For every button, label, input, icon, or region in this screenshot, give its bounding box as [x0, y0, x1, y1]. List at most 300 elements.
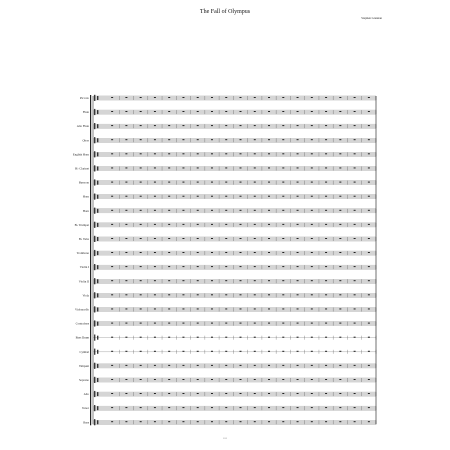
whole-rest: [140, 97, 142, 98]
whole-rest: [154, 97, 156, 98]
whole-rest: [125, 182, 127, 183]
whole-rest: [182, 407, 184, 408]
whole-rest: [354, 294, 356, 295]
whole-rest: [282, 196, 284, 197]
clef-mark: [94, 194, 95, 200]
whole-rest: [325, 210, 327, 211]
time-signature: [97, 195, 98, 199]
clef-mark: [94, 236, 95, 242]
whole-rest: [125, 421, 127, 422]
whole-rest: [311, 153, 313, 154]
whole-rest: [354, 97, 356, 98]
whole-rest: [282, 238, 284, 239]
whole-rest: [325, 323, 327, 324]
whole-rest: [211, 337, 213, 338]
whole-rest: [211, 323, 213, 324]
whole-rest: [225, 393, 227, 394]
whole-rest: [254, 280, 256, 281]
whole-rest: [197, 153, 199, 154]
whole-rest: [125, 393, 127, 394]
whole-rest: [125, 153, 127, 154]
whole-rest: [182, 111, 184, 112]
whole-rest: [254, 323, 256, 324]
whole-rest: [268, 407, 270, 408]
whole-rest: [197, 210, 199, 211]
whole-rest: [111, 337, 113, 338]
time-signature: [97, 96, 98, 100]
whole-rest: [154, 323, 156, 324]
whole-rest: [168, 97, 170, 98]
whole-rest: [168, 323, 170, 324]
whole-rest: [354, 238, 356, 239]
whole-rest: [282, 153, 284, 154]
whole-rest: [225, 111, 227, 112]
whole-rest: [111, 111, 113, 112]
whole-rest: [339, 224, 341, 225]
whole-rest: [140, 351, 142, 352]
whole-rest: [268, 393, 270, 394]
whole-rest: [211, 266, 213, 267]
whole-rest: [154, 210, 156, 211]
clef-mark: [94, 222, 95, 228]
time-signature: [97, 265, 98, 269]
whole-rest: [225, 351, 227, 352]
instrument-label: Trombone: [76, 251, 89, 256]
whole-rest: [339, 309, 341, 310]
whole-rest: [368, 280, 370, 281]
clef-mark: [94, 419, 95, 425]
whole-rest: [211, 182, 213, 183]
whole-rest: [325, 379, 327, 380]
whole-rest: [368, 393, 370, 394]
whole-rest: [240, 238, 242, 239]
whole-rest: [125, 139, 127, 140]
whole-rest: [140, 210, 142, 211]
whole-rest: [268, 139, 270, 140]
whole-rest: [325, 224, 327, 225]
whole-rest: [354, 407, 356, 408]
whole-rest: [197, 125, 199, 126]
whole-rest: [211, 421, 213, 422]
whole-rest: [325, 280, 327, 281]
whole-rest: [325, 252, 327, 253]
whole-rest: [140, 153, 142, 154]
whole-rest: [339, 111, 341, 112]
whole-rest: [339, 351, 341, 352]
whole-rest: [297, 421, 299, 422]
whole-rest: [197, 252, 199, 253]
whole-rest: [268, 280, 270, 281]
whole-rest: [368, 337, 370, 338]
whole-rest: [325, 421, 327, 422]
whole-rest: [268, 97, 270, 98]
whole-rest: [182, 379, 184, 380]
whole-rest: [297, 97, 299, 98]
whole-rest: [268, 196, 270, 197]
whole-rest: [268, 210, 270, 211]
time-signature: [97, 209, 98, 213]
whole-rest: [140, 393, 142, 394]
whole-rest: [240, 224, 242, 225]
whole-rest: [268, 111, 270, 112]
whole-rest: [282, 421, 284, 422]
whole-rest: [211, 153, 213, 154]
whole-rest: [311, 351, 313, 352]
instrument-label: Piccolo: [80, 96, 89, 100]
whole-rest: [268, 365, 270, 366]
whole-rest: [197, 97, 199, 98]
whole-rest: [154, 238, 156, 239]
whole-rest: [211, 393, 213, 394]
whole-rest: [168, 238, 170, 239]
whole-rest: [297, 337, 299, 338]
whole-rest: [111, 309, 113, 310]
whole-rest: [311, 393, 313, 394]
whole-rest: [168, 125, 170, 126]
whole-rest: [311, 168, 313, 169]
instrument-label: English Horn: [72, 152, 89, 157]
whole-rest: [311, 224, 313, 225]
whole-rest: [125, 196, 127, 197]
whole-rest: [197, 280, 199, 281]
whole-rest: [168, 337, 170, 338]
whole-rest: [254, 196, 256, 197]
whole-rest: [111, 168, 113, 169]
whole-rest: [168, 210, 170, 211]
whole-rest: [225, 407, 227, 408]
whole-rest: [225, 168, 227, 169]
whole-rest: [240, 125, 242, 126]
whole-rest: [154, 266, 156, 267]
whole-rest: [154, 196, 156, 197]
whole-rest: [168, 252, 170, 253]
whole-rest: [111, 139, 113, 140]
whole-rest: [325, 266, 327, 267]
whole-rest: [254, 407, 256, 408]
whole-rest: [311, 421, 313, 422]
whole-rest: [268, 266, 270, 267]
whole-rest: [182, 266, 184, 267]
whole-rest: [197, 182, 199, 183]
whole-rest: [182, 294, 184, 295]
whole-rest: [182, 168, 184, 169]
whole-rest: [339, 393, 341, 394]
time-signature: [97, 392, 98, 396]
whole-rest: [197, 139, 199, 140]
whole-rest: [268, 351, 270, 352]
whole-rest: [354, 125, 356, 126]
clef-mark: [94, 391, 95, 397]
whole-rest: [311, 337, 313, 338]
whole-rest: [297, 238, 299, 239]
whole-rest: [268, 153, 270, 154]
instrument-label: Tenor: [82, 406, 89, 411]
whole-rest: [297, 111, 299, 112]
clef-mark: [94, 292, 95, 298]
whole-rest: [140, 379, 142, 380]
whole-rest: [182, 196, 184, 197]
whole-rest: [282, 294, 284, 295]
clef-mark: [94, 250, 95, 256]
whole-rest: [154, 182, 156, 183]
whole-rest: [354, 210, 356, 211]
whole-rest: [339, 168, 341, 169]
time-signature: [97, 406, 98, 410]
whole-rest: [268, 294, 270, 295]
whole-rest: [368, 111, 370, 112]
whole-rest: [225, 238, 227, 239]
whole-rest: [311, 309, 313, 310]
whole-rest: [297, 153, 299, 154]
whole-rest: [240, 168, 242, 169]
whole-rest: [197, 266, 199, 267]
whole-rest: [211, 309, 213, 310]
whole-rest: [368, 351, 370, 352]
clef-mark: [94, 349, 95, 355]
whole-rest: [282, 337, 284, 338]
whole-rest: [354, 351, 356, 352]
whole-rest: [125, 351, 127, 352]
score-title: The Fall of Olympus: [199, 9, 251, 15]
instrument-label: Bassoon: [78, 180, 89, 185]
whole-rest: [197, 309, 199, 310]
whole-rest: [311, 196, 313, 197]
whole-rest: [111, 407, 113, 408]
whole-rest: [325, 393, 327, 394]
whole-rest: [211, 365, 213, 366]
whole-rest: [325, 125, 327, 126]
whole-rest: [211, 210, 213, 211]
whole-rest: [197, 421, 199, 422]
whole-rest: [282, 379, 284, 380]
instrument-label: B♭ Tuba: [78, 237, 89, 241]
time-signature: [97, 378, 98, 382]
whole-rest: [354, 323, 356, 324]
time-signature: [97, 167, 98, 171]
whole-rest: [125, 337, 127, 338]
whole-rest: [140, 421, 142, 422]
whole-rest: [354, 153, 356, 154]
whole-rest: [339, 196, 341, 197]
whole-rest: [282, 97, 284, 98]
whole-rest: [254, 421, 256, 422]
whole-rest: [297, 139, 299, 140]
instrument-label: Oboe: [82, 138, 89, 143]
whole-rest: [197, 379, 199, 380]
whole-rest: [240, 196, 242, 197]
whole-rest: [339, 97, 341, 98]
instrument-label: Contrabass: [75, 321, 89, 326]
whole-rest: [325, 351, 327, 352]
whole-rest: [339, 421, 341, 422]
whole-rest: [168, 421, 170, 422]
whole-rest: [125, 224, 127, 225]
whole-rest: [154, 337, 156, 338]
whole-rest: [339, 280, 341, 281]
whole-rest: [111, 196, 113, 197]
whole-rest: [225, 309, 227, 310]
whole-rest: [168, 379, 170, 380]
whole-rest: [282, 210, 284, 211]
whole-rest: [182, 97, 184, 98]
whole-rest: [154, 125, 156, 126]
whole-rest: [268, 379, 270, 380]
instrument-label: Horn: [82, 208, 89, 213]
whole-rest: [268, 337, 270, 338]
whole-rest: [140, 309, 142, 310]
whole-rest: [325, 309, 327, 310]
time-signature: [97, 110, 98, 114]
whole-rest: [225, 252, 227, 253]
whole-rest: [154, 139, 156, 140]
whole-rest: [140, 196, 142, 197]
whole-rest: [282, 280, 284, 281]
whole-rest: [182, 351, 184, 352]
whole-rest: [197, 168, 199, 169]
whole-rest: [339, 266, 341, 267]
whole-rest: [311, 210, 313, 211]
whole-rest: [354, 111, 356, 112]
whole-rest: [154, 407, 156, 408]
whole-rest: [211, 139, 213, 140]
whole-rest: [368, 224, 370, 225]
whole-rest: [111, 125, 113, 126]
whole-rest: [282, 323, 284, 324]
whole-rest: [225, 421, 227, 422]
whole-rest: [240, 280, 242, 281]
whole-rest: [154, 393, 156, 394]
whole-rest: [268, 224, 270, 225]
whole-rest: [354, 393, 356, 394]
time-signature: [97, 237, 98, 241]
whole-rest: [125, 309, 127, 310]
whole-rest: [297, 125, 299, 126]
whole-rest: [225, 125, 227, 126]
whole-rest: [297, 252, 299, 253]
whole-rest: [125, 125, 127, 126]
whole-rest: [111, 210, 113, 211]
whole-rest: [182, 182, 184, 183]
whole-rest: [240, 379, 242, 380]
whole-rest: [368, 139, 370, 140]
whole-rest: [254, 168, 256, 169]
instrument-label: Flute: [82, 110, 89, 115]
whole-rest: [197, 337, 199, 338]
whole-rest: [211, 238, 213, 239]
whole-rest: [354, 196, 356, 197]
whole-rest: [154, 379, 156, 380]
whole-rest: [254, 337, 256, 338]
whole-rest: [182, 252, 184, 253]
whole-rest: [240, 97, 242, 98]
whole-rest: [368, 365, 370, 366]
whole-rest: [125, 210, 127, 211]
whole-rest: [254, 153, 256, 154]
whole-rest: [125, 280, 127, 281]
whole-rest: [354, 337, 356, 338]
whole-rest: [339, 252, 341, 253]
whole-rest: [368, 309, 370, 310]
whole-rest: [225, 294, 227, 295]
whole-rest: [140, 168, 142, 169]
time-signature: [97, 322, 98, 326]
whole-rest: [197, 294, 199, 295]
whole-rest: [168, 309, 170, 310]
time-signature: [97, 124, 98, 128]
whole-rest: [325, 238, 327, 239]
whole-rest: [211, 224, 213, 225]
whole-rest: [325, 97, 327, 98]
clef-mark: [94, 264, 95, 270]
whole-rest: [354, 266, 356, 267]
whole-rest: [140, 125, 142, 126]
instrument-label: B♭ Clarinet: [75, 166, 89, 171]
whole-rest: [240, 252, 242, 253]
whole-rest: [182, 238, 184, 239]
whole-rest: [282, 351, 284, 352]
whole-rest: [240, 323, 242, 324]
whole-rest: [211, 294, 213, 295]
whole-rest: [282, 111, 284, 112]
whole-rest: [154, 421, 156, 422]
time-signature: [97, 223, 98, 227]
whole-rest: [182, 153, 184, 154]
whole-rest: [211, 351, 213, 352]
whole-rest: [311, 407, 313, 408]
whole-rest: [125, 238, 127, 239]
whole-rest: [368, 196, 370, 197]
whole-rest: [168, 280, 170, 281]
whole-rest: [125, 97, 127, 98]
whole-rest: [168, 393, 170, 394]
whole-rest: [254, 351, 256, 352]
whole-rest: [225, 337, 227, 338]
whole-rest: [254, 97, 256, 98]
whole-rest: [140, 266, 142, 267]
whole-rest: [254, 125, 256, 126]
whole-rest: [297, 294, 299, 295]
whole-rest: [182, 309, 184, 310]
clef-mark: [94, 151, 95, 157]
whole-rest: [125, 111, 127, 112]
whole-rest: [168, 294, 170, 295]
whole-rest: [268, 323, 270, 324]
whole-rest: [182, 337, 184, 338]
whole-rest: [111, 365, 113, 366]
whole-rest: [339, 323, 341, 324]
whole-rest: [168, 365, 170, 366]
whole-rest: [268, 309, 270, 310]
whole-rest: [197, 351, 199, 352]
whole-rest: [154, 168, 156, 169]
whole-rest: [168, 407, 170, 408]
whole-rest: [182, 139, 184, 140]
whole-rest: [125, 266, 127, 267]
whole-rest: [211, 252, 213, 253]
whole-rest: [297, 224, 299, 225]
instrument-label: Violin II: [78, 279, 89, 284]
instrument-label: Violoncello: [75, 307, 89, 312]
whole-rest: [154, 153, 156, 154]
whole-rest: [268, 238, 270, 239]
whole-rest: [240, 182, 242, 183]
whole-rest: [140, 337, 142, 338]
whole-rest: [297, 182, 299, 183]
whole-rest: [354, 379, 356, 380]
instrument-label: Soprano: [79, 378, 89, 382]
whole-rest: [368, 97, 370, 98]
clef-mark: [94, 208, 95, 214]
